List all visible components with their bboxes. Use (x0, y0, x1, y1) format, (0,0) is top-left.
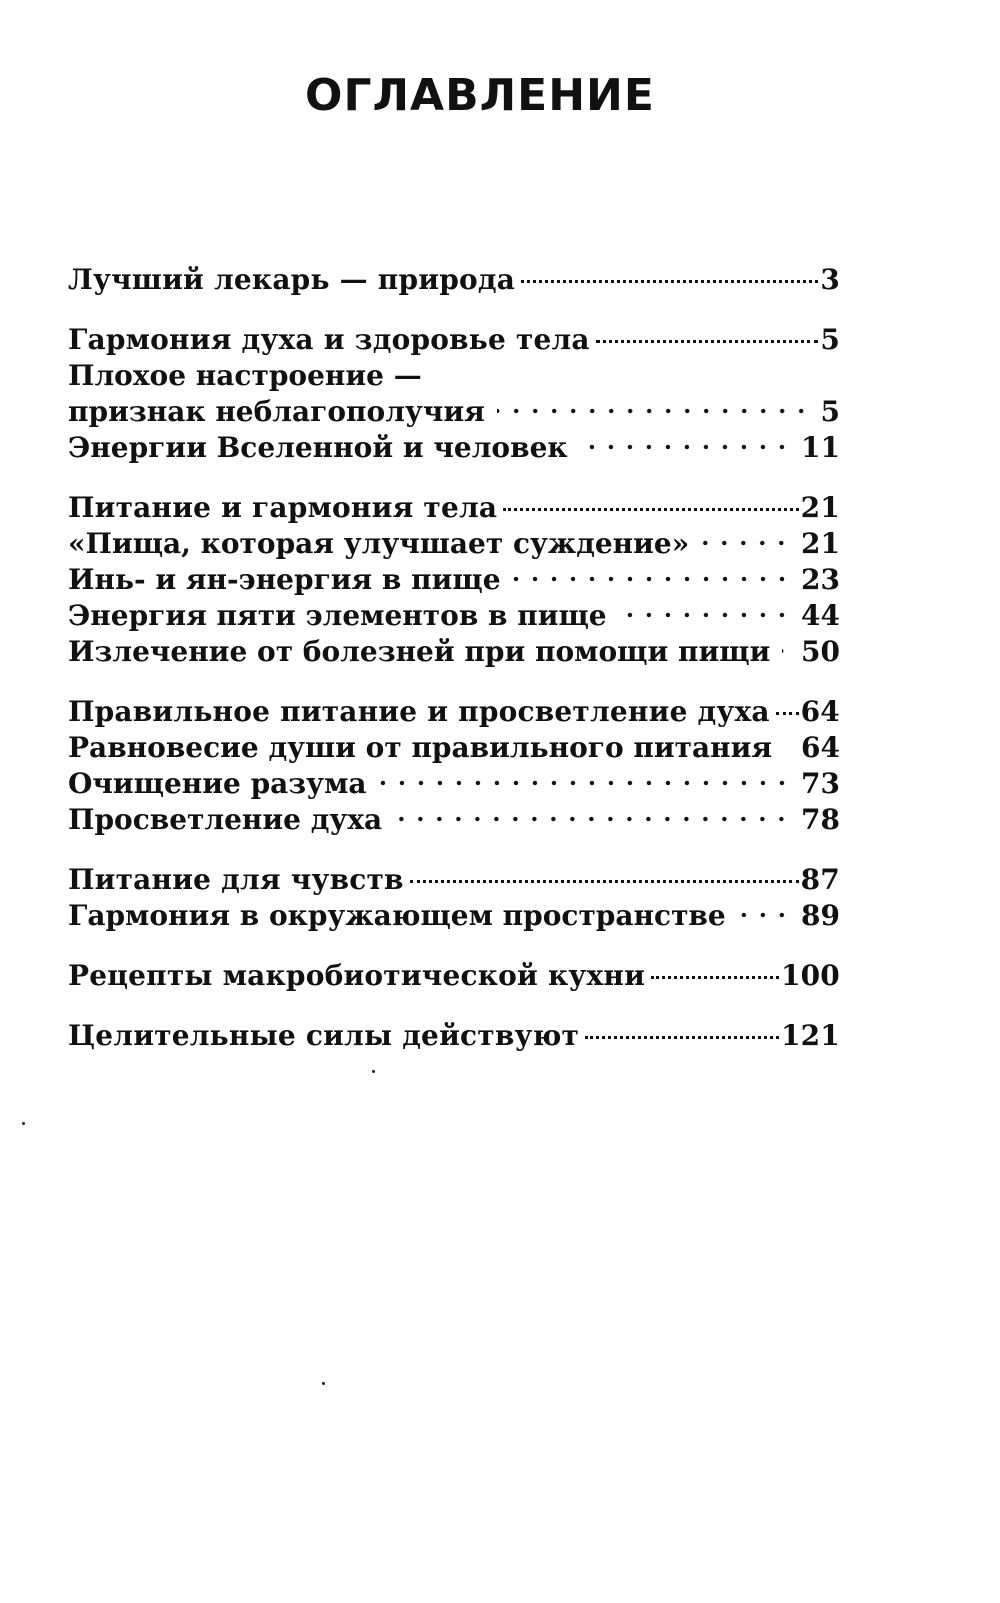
toc-entry-label: Энергии Вселенной и человек (68, 431, 568, 464)
toc-subsection-entry (68, 358, 840, 394)
toc-section (68, 694, 840, 838)
toc-section (68, 1018, 840, 1054)
toc-chapter-entry (68, 262, 840, 298)
toc-chapter-entry (68, 862, 840, 898)
toc-entry-label: признак неблагополучия (68, 395, 485, 428)
print-speck (322, 1382, 325, 1385)
toc-subsection-entry (68, 598, 840, 634)
dot-leader (513, 575, 792, 583)
toc-subsection-entry (68, 430, 840, 466)
dot-leader (497, 407, 811, 415)
toc-chapter-entry (68, 1018, 840, 1054)
dot-leader (776, 704, 799, 715)
toc-page-number: 44 (801, 599, 840, 632)
dot-leader (651, 968, 779, 979)
toc-entry-label: «Пища, которая улучшает суждение» (68, 527, 690, 560)
dot-leader (782, 647, 791, 655)
toc-page-number: 21 (800, 491, 840, 524)
toc-entry-label: Правильное питание и просветление духа (68, 695, 770, 728)
dot-leader (701, 539, 791, 547)
toc-entry-label: Рецепты макробиотической кухни (68, 959, 646, 992)
toc-entry-label: Равновесие души от правильного питания (68, 731, 773, 764)
toc-entry-label: Лучший лекарь — природа (68, 263, 516, 296)
print-speck (22, 1122, 25, 1125)
toc-chapter-entry (68, 490, 840, 526)
toc-page-number: 23 (801, 563, 840, 596)
dot-leader (585, 1028, 779, 1039)
toc-entry-label: Питание и гармония тела (68, 491, 498, 524)
toc-entry-label: Питание для чувств (68, 863, 404, 896)
toc-page-number: 11 (801, 431, 840, 464)
toc-page-number: 64 (801, 731, 840, 764)
dot-leader (580, 443, 791, 451)
toc-entry-label: Гармония в окружающем пространстве (68, 899, 726, 932)
toc-section (68, 958, 840, 994)
toc-entry-label: Инь- и ян-энергия в пище (68, 563, 501, 596)
toc-subsection-entry (68, 526, 840, 562)
dot-leader (410, 872, 799, 883)
dot-leader (738, 911, 791, 919)
dot-leader (784, 743, 791, 751)
toc-section (68, 862, 840, 934)
toc-subsection-entry (68, 802, 840, 838)
toc-page-number: 100 (780, 959, 840, 992)
toc-page-number: 87 (800, 863, 840, 896)
toc-chapter-entry (68, 694, 840, 730)
toc-page-number: 21 (801, 527, 840, 560)
toc-chapter-entry (68, 322, 840, 358)
toc-page-number: 89 (801, 899, 840, 932)
toc-chapter-entry (68, 958, 840, 994)
toc-section (68, 262, 840, 298)
dot-leader (619, 611, 791, 619)
toc-page-number: 78 (801, 803, 840, 836)
toc-subsection-entry (68, 634, 840, 670)
toc-subsection-entry (68, 730, 840, 766)
toc-entry-label: Плохое настроение — (68, 359, 422, 392)
toc-entry-label: Гармония духа и здоровье тела (68, 323, 590, 356)
toc-subsection-entry (68, 562, 840, 598)
toc-page-number: 5 (820, 395, 840, 428)
toc-entry-label: Просветление духа (68, 803, 383, 836)
toc-entry-label: Целительные силы действуют (68, 1019, 580, 1052)
toc-page-number: 121 (780, 1019, 840, 1052)
toc-subsection-entry (68, 766, 840, 802)
toc-page-number: 64 (800, 695, 840, 728)
dot-leader (521, 272, 818, 283)
dot-leader (394, 815, 791, 823)
toc-entry-label: Очищение разума (68, 767, 367, 800)
toc-entry-label: Энергия пяти элементов в пище (68, 599, 607, 632)
page-title: ОГЛАВЛЕНИЕ (305, 70, 655, 121)
toc-section (68, 322, 840, 466)
dot-leader (503, 500, 798, 511)
toc-page-number: 5 (820, 323, 840, 356)
print-speck (372, 1070, 375, 1073)
dot-leader (379, 779, 791, 787)
toc-subsection-entry (68, 898, 840, 934)
dot-leader (596, 332, 819, 343)
toc-page-number: 50 (801, 635, 840, 668)
toc-page-number: 3 (820, 263, 840, 296)
toc-subsection-entry (68, 394, 840, 430)
table-of-contents (68, 262, 840, 1078)
toc-section (68, 490, 840, 670)
toc-page-number: 73 (801, 767, 840, 800)
toc-entry-label: Излечение от болезней при помощи пищи (68, 635, 771, 668)
